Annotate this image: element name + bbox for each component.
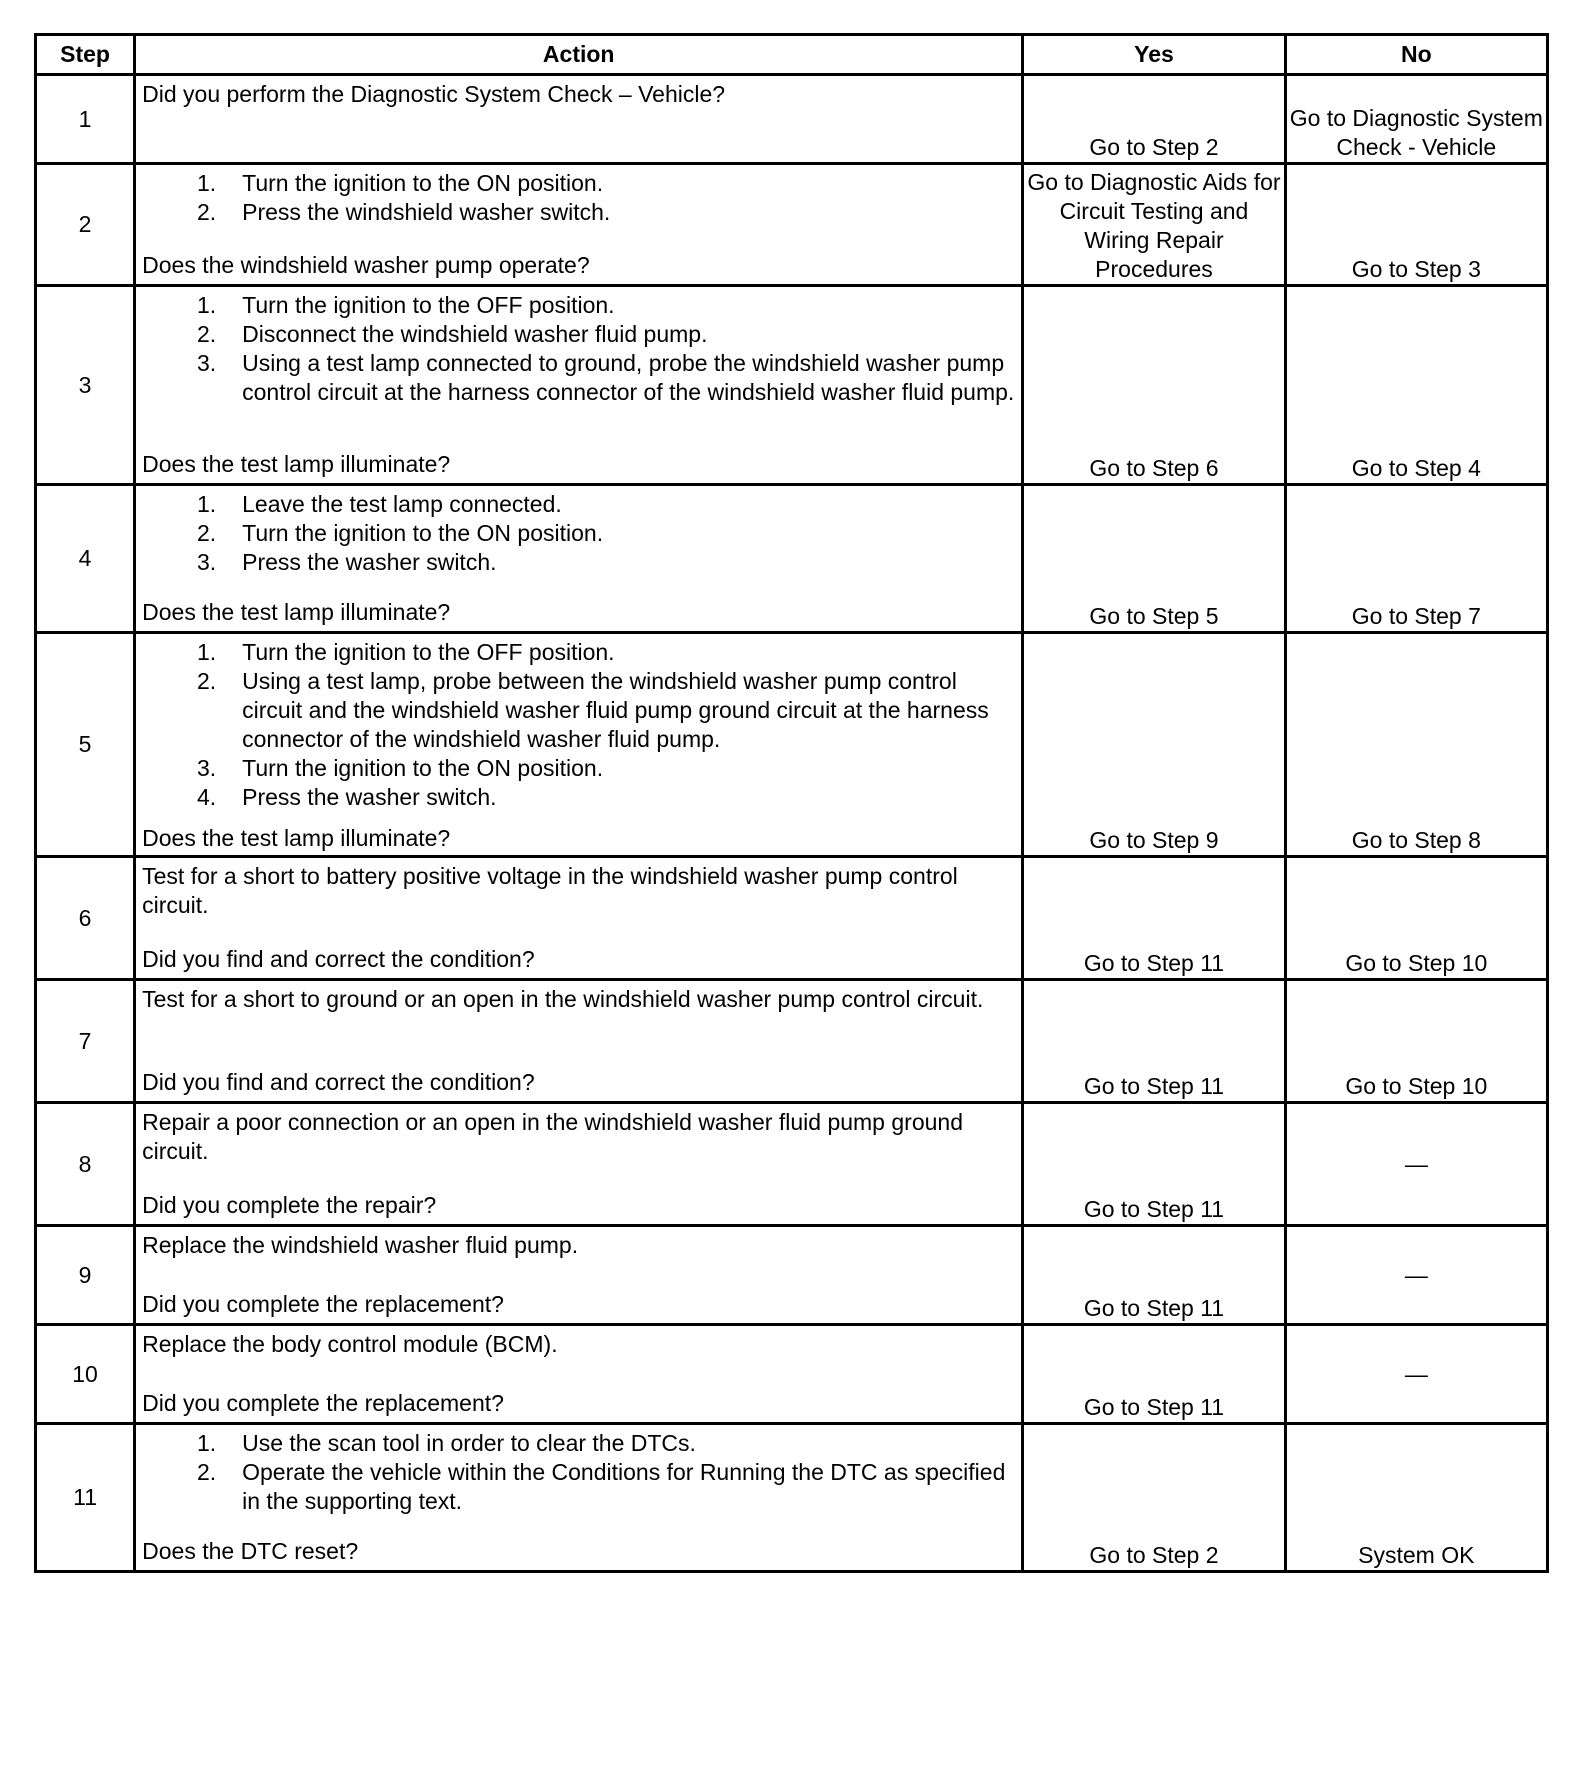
table-row (36, 1424, 1548, 1572)
action-question: Did you find and correct the condition? (142, 946, 535, 972)
action-content (136, 1104, 1021, 1221)
yes-result: Go to Step 2 (1023, 1424, 1285, 1572)
yes-result: Go to Step 9 (1023, 633, 1285, 857)
yes-result: Go to Step 11 (1023, 980, 1285, 1103)
no-result: Go to Step 10 (1285, 857, 1547, 980)
list-item-text: Use the scan tool in order to clear the DTCs. (242, 1430, 696, 1456)
yes-result: Go to Step 6 (1023, 286, 1285, 485)
action-instructions (142, 862, 1015, 920)
list-item-text: Leave the test lamp connected. (242, 491, 562, 517)
action-content (136, 287, 1021, 480)
action-cell (135, 633, 1023, 857)
action-instructions (142, 1330, 1015, 1359)
action-question: Did you complete the replacement? (142, 1291, 504, 1317)
table-row (36, 164, 1548, 286)
no-result: Go to Step 8 (1285, 633, 1547, 857)
instruction-list (142, 490, 1015, 577)
action-cell (135, 1325, 1023, 1424)
instruction-list (142, 1429, 1015, 1516)
list-item-number: 3. (196, 549, 217, 575)
list-item-number: 3. (196, 755, 217, 781)
instruction-list (142, 291, 1015, 407)
step-number: 8 (36, 1103, 135, 1226)
diagnostic-table (34, 33, 1549, 1573)
list-item-number: 2. (196, 321, 217, 347)
action-question: Does the windshield washer pump operate? (142, 252, 590, 278)
list-item (142, 169, 1015, 198)
list-item-text: Turn the ignition to the ON position. (242, 520, 604, 546)
action-question: Did you complete the repair? (142, 1192, 437, 1218)
list-item-number: 2. (196, 520, 217, 546)
table-row (36, 980, 1548, 1103)
action-instructions (142, 169, 1015, 227)
no-result: Go to Step 3 (1285, 164, 1547, 286)
list-item-text: Press the washer switch. (242, 549, 497, 575)
list-item-text: Turn the ignition to the OFF position. (242, 292, 615, 318)
list-item-number: 3. (196, 350, 217, 376)
list-item-number: 2. (196, 668, 217, 694)
no-result: Go to Step 7 (1285, 485, 1547, 633)
list-item-text: Turn the ignition to the ON position. (242, 170, 604, 196)
action-text: Test for a short to battery positive voltage in the windshield washer pump control circuit. (142, 863, 958, 918)
list-item-text: Turn the ignition to the ON position. (242, 755, 604, 781)
action-content (136, 1227, 1021, 1320)
list-item (142, 519, 1015, 548)
list-item (142, 1429, 1015, 1458)
action-instructions (142, 490, 1015, 577)
no-result: — (1285, 1226, 1547, 1325)
no-result: Go to Step 10 (1285, 980, 1547, 1103)
list-item-text: Operate the vehicle within the Conditions for Running the DTC as specified in the supporting text. (242, 1459, 1006, 1514)
list-item (142, 754, 1015, 783)
yes-result: Go to Step 11 (1023, 857, 1285, 980)
table-row (36, 75, 1548, 164)
action-instructions (142, 985, 1015, 1014)
header-no: No (1285, 35, 1547, 75)
action-content (136, 634, 1021, 852)
list-item-number: 2. (196, 199, 217, 225)
yes-result: Go to Step 2 (1023, 75, 1285, 164)
list-item-number: 1. (196, 491, 217, 517)
list-item (142, 490, 1015, 519)
no-result: Go to Step 4 (1285, 286, 1547, 485)
no-result: Go to Diagnostic System Check - Vehicle (1285, 75, 1547, 164)
action-question: Did you find and correct the condition? (142, 1069, 535, 1095)
step-number: 2 (36, 164, 135, 286)
step-number: 1 (36, 75, 135, 164)
list-item-number: 1. (196, 170, 217, 196)
step-number: 3 (36, 286, 135, 485)
header-action: Action (135, 35, 1023, 75)
list-item-text: Press the washer switch. (242, 784, 497, 810)
table-row (36, 857, 1548, 980)
action-instructions (142, 291, 1015, 407)
action-content (136, 165, 1021, 281)
list-item (142, 1458, 1015, 1516)
action-question: Does the test lamp illuminate? (142, 825, 451, 851)
yes-result: Go to Step 11 (1023, 1103, 1285, 1226)
action-content (136, 76, 1021, 159)
action-instructions (142, 80, 1015, 109)
list-item (142, 349, 1015, 407)
table-row (36, 1226, 1548, 1325)
action-cell (135, 1424, 1023, 1572)
action-text: Repair a poor connection or an open in the windshield washer fluid pump ground circuit. (142, 1109, 963, 1164)
step-number: 7 (36, 980, 135, 1103)
list-item-text: Using a test lamp, probe between the windshield washer pump control circuit and the windshield washer fluid pump ground circuit at the harness connector of the windshield washer fluid pump. (242, 668, 989, 752)
yes-result: Go to Step 11 (1023, 1325, 1285, 1424)
no-result: — (1285, 1325, 1547, 1424)
table-row (36, 633, 1548, 857)
list-item-text: Using a test lamp connected to ground, probe the windshield washer pump control circuit at the harness connector of the windshield washer fluid pump. (242, 350, 1015, 405)
action-content (136, 1326, 1021, 1419)
action-content (136, 1425, 1021, 1567)
action-question: Does the test lamp illuminate? (142, 451, 451, 477)
table-row (36, 286, 1548, 485)
action-cell (135, 1226, 1023, 1325)
action-question: Does the test lamp illuminate? (142, 599, 451, 625)
table-row (36, 1103, 1548, 1226)
table-row (36, 485, 1548, 633)
list-item (142, 291, 1015, 320)
list-item-number: 4. (196, 784, 217, 810)
action-text: Replace the windshield washer fluid pump. (142, 1232, 579, 1258)
action-instructions (142, 638, 1015, 812)
list-item (142, 667, 1015, 754)
list-item-number: 1. (196, 292, 217, 318)
action-question: Did you complete the replacement? (142, 1390, 504, 1416)
instruction-list (142, 638, 1015, 812)
table-row (36, 1325, 1548, 1424)
action-text: Test for a short to ground or an open in the windshield washer pump control circuit. (142, 986, 984, 1012)
action-cell (135, 286, 1023, 485)
list-item (142, 320, 1015, 349)
list-item-number: 1. (196, 639, 217, 665)
step-number: 4 (36, 485, 135, 633)
table-body (36, 75, 1548, 1572)
list-item-number: 2. (196, 1459, 217, 1485)
yes-result: Go to Diagnostic Aids for Circuit Testing and Wiring Repair Procedures (1023, 164, 1285, 286)
step-number: 9 (36, 1226, 135, 1325)
step-number: 6 (36, 857, 135, 980)
list-item (142, 198, 1015, 227)
action-cell (135, 164, 1023, 286)
yes-result: Go to Step 5 (1023, 485, 1285, 633)
no-result: — (1285, 1103, 1547, 1226)
header-step: Step (36, 35, 135, 75)
list-item (142, 638, 1015, 667)
action-question: Does the DTC reset? (142, 1538, 359, 1564)
action-cell (135, 857, 1023, 980)
step-number: 5 (36, 633, 135, 857)
header-row (36, 35, 1548, 75)
yes-result: Go to Step 11 (1023, 1226, 1285, 1325)
no-result: System OK (1285, 1424, 1547, 1572)
header-yes: Yes (1023, 35, 1285, 75)
action-instructions (142, 1108, 1015, 1166)
list-item-number: 1. (196, 1430, 217, 1456)
action-cell (135, 75, 1023, 164)
step-number: 10 (36, 1325, 135, 1424)
action-instructions (142, 1231, 1015, 1260)
action-cell (135, 1103, 1023, 1226)
action-text: Replace the body control module (BCM). (142, 1331, 558, 1357)
action-instructions (142, 1429, 1015, 1516)
list-item (142, 783, 1015, 812)
action-content (136, 981, 1021, 1098)
list-item-text: Press the windshield washer switch. (242, 199, 611, 225)
step-number: 11 (36, 1424, 135, 1572)
action-content (136, 858, 1021, 975)
list-item-text: Disconnect the windshield washer fluid pump. (242, 321, 708, 347)
action-cell (135, 980, 1023, 1103)
list-item (142, 548, 1015, 577)
instruction-list (142, 169, 1015, 227)
action-cell (135, 485, 1023, 633)
action-content (136, 486, 1021, 628)
list-item-text: Turn the ignition to the OFF position. (242, 639, 615, 665)
action-text: Did you perform the Diagnostic System Check – Vehicle? (142, 81, 726, 107)
